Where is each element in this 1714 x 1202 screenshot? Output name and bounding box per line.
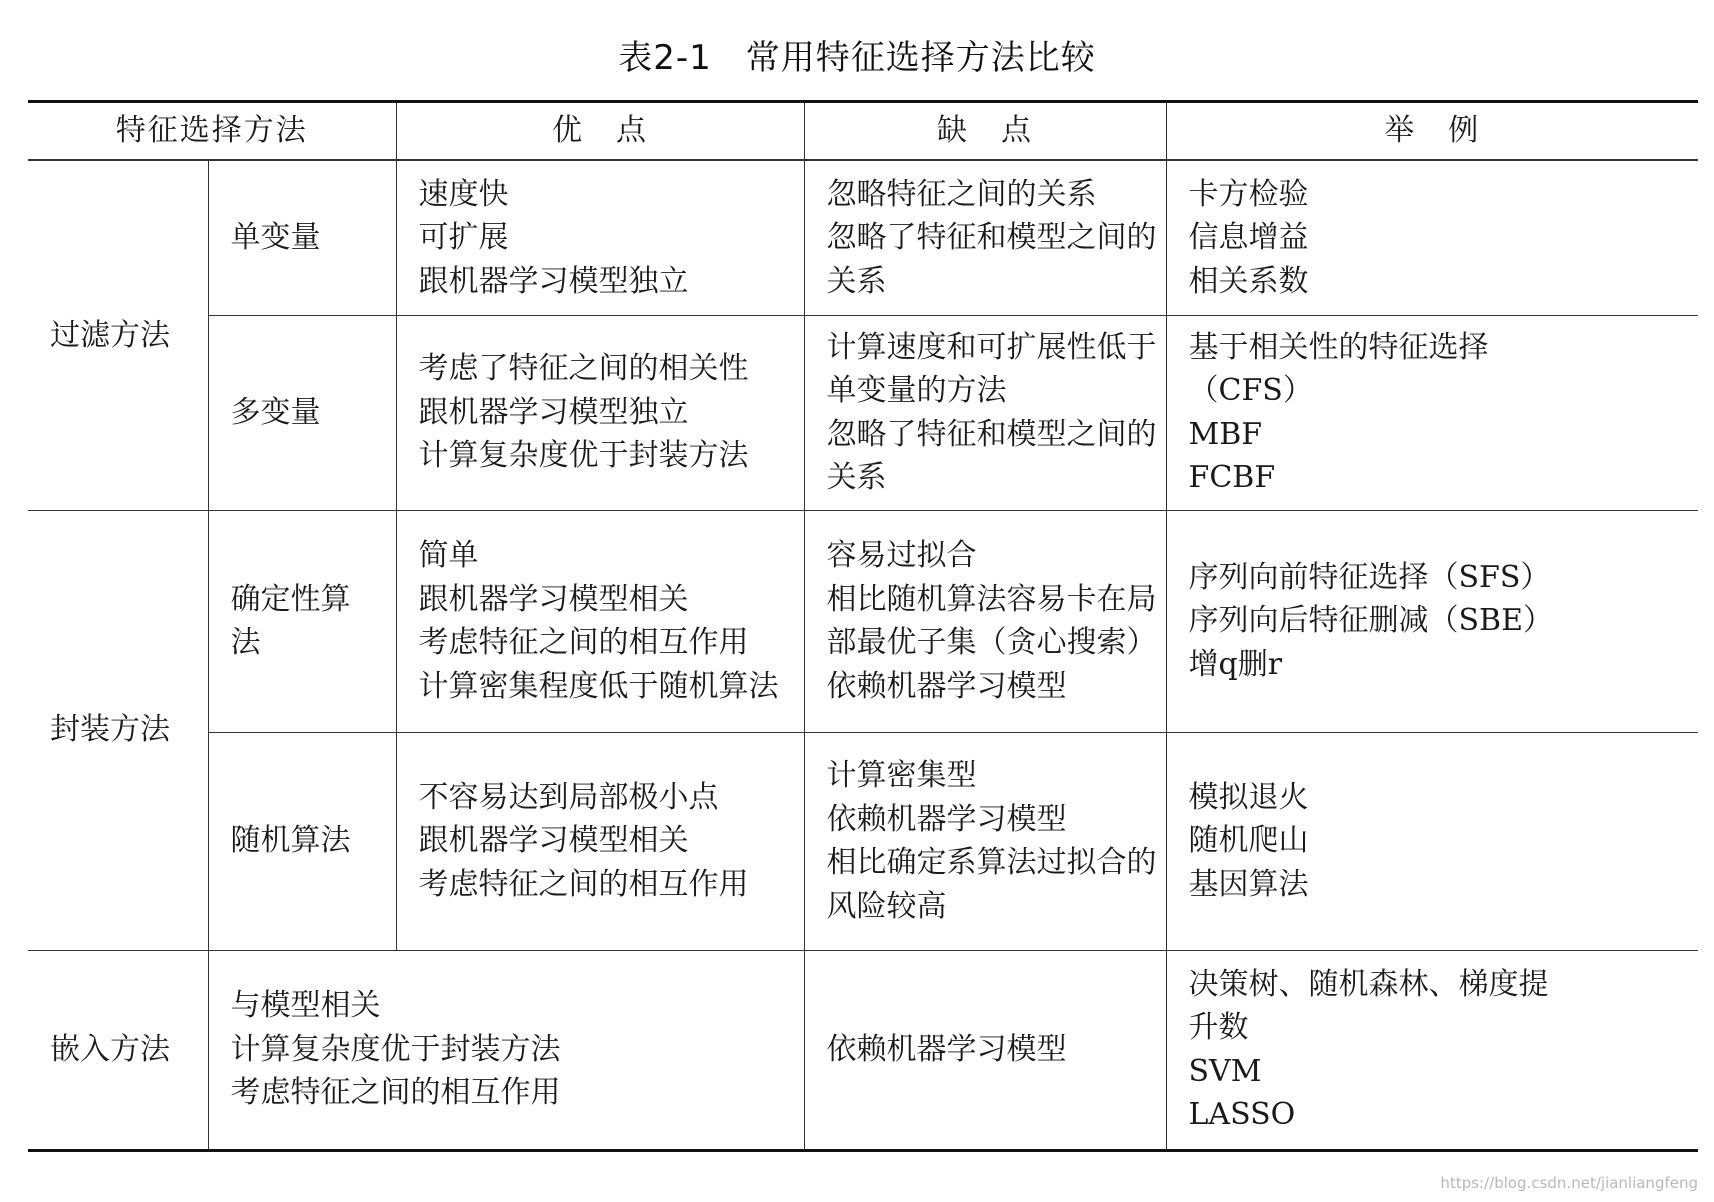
cons-cell xyxy=(804,510,1166,732)
examples-cell xyxy=(1166,160,1698,315)
example-line: （CFS） xyxy=(1188,373,1313,408)
cons-line: 依赖机器学习模型 xyxy=(826,668,1067,704)
table-caption xyxy=(0,30,1714,79)
pros-cell xyxy=(396,160,804,315)
subgroup-name: 确定性算法 xyxy=(208,510,396,732)
pros-line: 计算复杂度优于封装方法 xyxy=(418,438,749,474)
table-number: 表2-1 xyxy=(618,38,712,78)
example-line: MBF xyxy=(1188,416,1263,452)
example-line: 增q删r xyxy=(1188,646,1283,682)
subgroup-name: 多变量 xyxy=(208,315,396,510)
cons-line: 关系 xyxy=(826,460,887,495)
cons-line: 计算密集型 xyxy=(826,758,977,793)
group-name: 封装方法 xyxy=(28,510,208,950)
group-name: 嵌入方法 xyxy=(28,950,208,1150)
cons-line: 依赖机器学习模型 xyxy=(826,1031,1067,1067)
pros-line: 与模型相关 xyxy=(230,988,381,1024)
pros-line: 跟机器学习模型相关 xyxy=(418,823,689,859)
table-row xyxy=(28,510,1698,732)
pros-cell xyxy=(208,950,804,1150)
pros-line: 跟机器学习模型独立 xyxy=(418,394,689,430)
pros-line: 考虑特征之间的相互作用 xyxy=(418,866,749,902)
pros-cell xyxy=(396,510,804,732)
header-pros: 优 点 xyxy=(396,102,804,161)
header-method: 特征选择方法 xyxy=(28,102,396,161)
example-line: 基因算法 xyxy=(1188,866,1309,902)
example-line: FCBF xyxy=(1188,460,1276,495)
table-row xyxy=(28,732,1698,950)
example-line: 升数 xyxy=(1188,1010,1249,1045)
pros-line: 简单 xyxy=(418,538,479,573)
pros-line: 可扩展 xyxy=(418,220,509,255)
cons-line: 相比随机算法容易卡在局 xyxy=(826,581,1157,617)
cons-line: 忽略了特征和模型之间的 xyxy=(826,416,1157,452)
table-row xyxy=(28,315,1698,510)
watermark: https://blog.csdn.net/jianliangfeng xyxy=(1440,1174,1698,1192)
pros-line: 考虑特征之间的相互作用 xyxy=(418,625,749,660)
subgroup-name: 单变量 xyxy=(208,160,396,315)
header-cons: 缺 点 xyxy=(804,102,1166,161)
example-line: SVM xyxy=(1188,1053,1262,1089)
pros-cell xyxy=(396,732,804,950)
example-line: 相关系数 xyxy=(1188,263,1309,299)
table-header-row xyxy=(28,102,1698,161)
table-row xyxy=(28,160,1698,315)
pros-line: 计算复杂度优于封装方法 xyxy=(230,1031,561,1067)
example-line: 序列向后特征删减（SBE） xyxy=(1188,603,1553,639)
cons-cell xyxy=(804,160,1166,315)
cons-line: 单变量的方法 xyxy=(826,373,1007,408)
pros-line: 速度快 xyxy=(418,176,509,212)
cons-line: 相比确定系算法过拟合的 xyxy=(826,845,1157,880)
example-line: 基于相关性的特征选择 xyxy=(1188,329,1489,365)
cons-cell xyxy=(804,315,1166,510)
group-name: 过滤方法 xyxy=(28,160,208,510)
cons-cell xyxy=(804,732,1166,950)
cons-line: 容易过拟合 xyxy=(826,538,977,573)
cons-line: 风险较高 xyxy=(826,888,947,924)
cons-line: 计算速度和可扩展性低于 xyxy=(826,329,1157,365)
pros-line: 不容易达到局部极小点 xyxy=(418,779,719,815)
examples-cell xyxy=(1166,510,1698,732)
subgroup-name: 随机算法 xyxy=(208,732,396,950)
pros-line: 跟机器学习模型相关 xyxy=(418,581,689,617)
example-line: LASSO xyxy=(1188,1097,1296,1132)
cons-line: 关系 xyxy=(826,263,887,299)
feature-selection-table xyxy=(28,100,1698,1152)
table-row xyxy=(28,950,1698,1150)
examples-cell xyxy=(1166,950,1698,1150)
table-title: 常用特征选择方法比较 xyxy=(745,38,1096,78)
examples-cell xyxy=(1166,315,1698,510)
example-line: 信息增益 xyxy=(1188,220,1309,255)
pros-line: 考虑了特征之间的相关性 xyxy=(418,351,749,387)
example-line: 随机爬山 xyxy=(1188,823,1309,859)
example-line: 决策树、随机森林、梯度提 xyxy=(1188,966,1549,1002)
pros-cell xyxy=(396,315,804,510)
pros-line: 计算密集程度低于随机算法 xyxy=(418,668,779,704)
example-line: 序列向前特征选择（SFS） xyxy=(1188,559,1551,595)
pros-line: 考虑特征之间的相互作用 xyxy=(230,1075,561,1111)
pros-line: 跟机器学习模型独立 xyxy=(418,263,689,299)
example-line: 模拟退火 xyxy=(1188,779,1309,815)
cons-line: 依赖机器学习模型 xyxy=(826,801,1067,837)
cons-line: 忽略特征之间的关系 xyxy=(826,176,1097,212)
example-line: 卡方检验 xyxy=(1188,176,1309,212)
cons-line: 忽略了特征和模型之间的 xyxy=(826,220,1157,255)
cons-line: 部最优子集（贪心搜索） xyxy=(826,625,1157,660)
examples-cell xyxy=(1166,732,1698,950)
header-examples: 举 例 xyxy=(1166,102,1698,161)
cons-cell xyxy=(804,950,1166,1150)
